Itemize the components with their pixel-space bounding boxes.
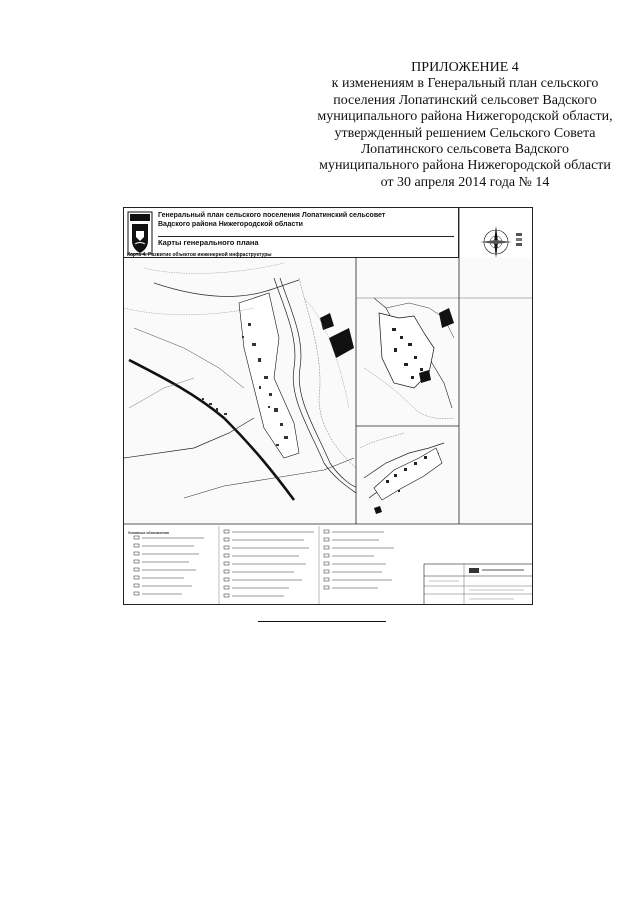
legend	[134, 526, 394, 605]
appendix-date-line: от 30 апреля 2014 года № 14	[380, 174, 550, 190]
map-subtitle: Карты генерального плана	[158, 238, 259, 247]
map-title-line: Генеральный план сельского поселения Лопатинский сельсовет	[158, 212, 386, 219]
appendix-line: утвержденный решением Сельского Совета	[334, 125, 596, 141]
map-title-line: Вадского района Нижегородской области	[158, 220, 303, 228]
coat-of-arms-icon	[127, 211, 153, 255]
appendix-line: муниципального района Нижегородской области	[319, 158, 611, 174]
appendix-title: ПРИЛОЖЕНИЕ 4	[411, 60, 519, 75]
appendix-header	[300, 60, 630, 191]
map-drawing	[124, 208, 533, 605]
legend-heading: Условные обозначения	[128, 531, 169, 535]
general-plan-map	[123, 207, 533, 605]
map-caption: Карта 4. Развитие объектов инженерной инфраструктуры	[127, 252, 272, 258]
divider	[158, 236, 454, 237]
compass-rose-icon	[480, 226, 522, 258]
appendix-line: муниципального района Нижегородской области,	[317, 109, 613, 125]
appendix-line: поселения Лопатинский сельсовет Вадского	[333, 92, 597, 108]
map-title	[158, 212, 454, 229]
appendix-line: Лопатинского сельсовета Вадского	[360, 142, 570, 158]
map-header	[124, 208, 459, 258]
divider	[258, 621, 386, 622]
title-stamp	[424, 564, 533, 605]
appendix-line: к изменениям в Генеральный план сельского	[331, 76, 599, 92]
